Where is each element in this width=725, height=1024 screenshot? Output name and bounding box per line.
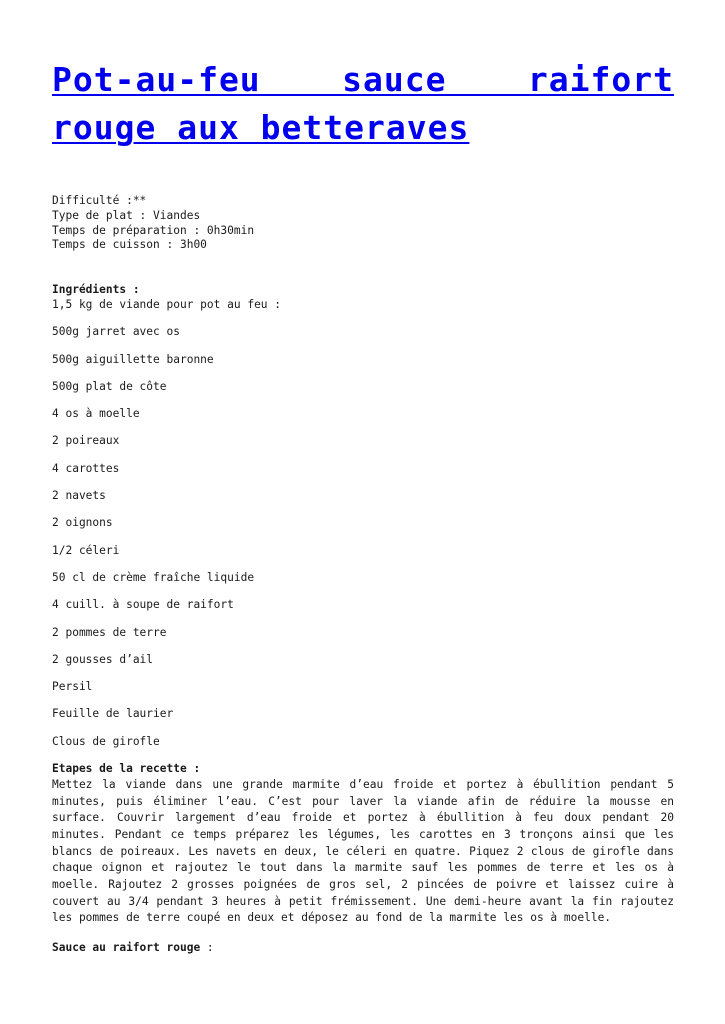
difficulty-line: Difficulté :**	[52, 194, 147, 207]
ingredient-item: 2 oignons	[52, 516, 113, 530]
document-page	[52, 56, 674, 956]
sauce-heading: Sauce au raifort rouge	[52, 941, 201, 955]
ingredient-item: 2 navets	[52, 489, 106, 503]
ingredient-item: Persil	[52, 680, 93, 694]
sauce-section	[52, 941, 674, 956]
sauce-heading-suffix: :	[200, 941, 214, 955]
ingredient-item: Feuille de laurier	[52, 707, 174, 721]
steps-section	[52, 762, 674, 927]
ingredient-item: 500g plat de côte	[52, 379, 167, 393]
ingredient-item: 4 cuill. à soupe de raifort	[52, 598, 234, 612]
ingredient-item: 500g jarret avec os	[52, 325, 180, 339]
recipe-meta	[52, 194, 674, 253]
ingredient-item: 2 gousses d’ail	[52, 652, 154, 666]
ingredient-item: 50 cl de crème fraîche liquide	[52, 570, 255, 584]
cook-time-line: Temps de cuisson : 3h00	[52, 238, 207, 252]
ingredient-item: 1/2 céleri	[52, 543, 120, 557]
ingredients-heading: Ingrédients :	[52, 283, 140, 297]
ingredients-intro: 1,5 kg de viande pour pot au feu :	[52, 297, 282, 311]
ingredient-item: 500g aiguillette baronne	[52, 352, 214, 366]
title-link[interactable]: Pot-au-feu sauce raifort rouge aux betteraves	[52, 60, 674, 147]
steps-heading: Etapes de la recette :	[52, 762, 201, 776]
prep-time-line: Temps de préparation : 0h30min	[52, 223, 255, 237]
ingredient-item: 4 os à moelle	[52, 407, 140, 421]
ingredient-item: 2 pommes de terre	[52, 625, 167, 639]
ingredients-section	[52, 283, 674, 749]
ingredients-list	[52, 325, 674, 749]
ingredient-item: Clous de girofle	[52, 734, 160, 748]
steps-paragraph: Mettez la viande dans une grande marmite d’eau froide et portez à ébullition pendant 5 minutes, puis éliminer l’eau. C’est pour laver la viande afin de réduire la mousse en surface. Couvrir largement d’eau froide et portez à ébullition à feu doux pendant 20 minutes. Pendant ce temps préparez les légumes, les carottes en 3 tronçons ainsi que les blancs de poireaux. Les navets en deux, le céleri en quatre. Piquez 2 clous de girofle dans chaque oignon et rajoutez le tout dans la marmite sauf les pommes de terre et les os à moelle. Rajoutez 2 grosses poignées de gros sel, 2 pincées de poivre et laissez cuire à couvert au 3/4 pendant 3 heures à petit frémissement. Une demi-heure avant la fin rajoutez les pommes de terre coupé en deux et déposez au fond de la marmite les os à moelle.	[52, 777, 674, 925]
ingredient-item: 2 poireaux	[52, 434, 120, 448]
ingredient-item: 4 carottes	[52, 461, 120, 475]
dish-type-line: Type de plat : Viandes	[52, 208, 201, 222]
page-title	[52, 56, 674, 152]
